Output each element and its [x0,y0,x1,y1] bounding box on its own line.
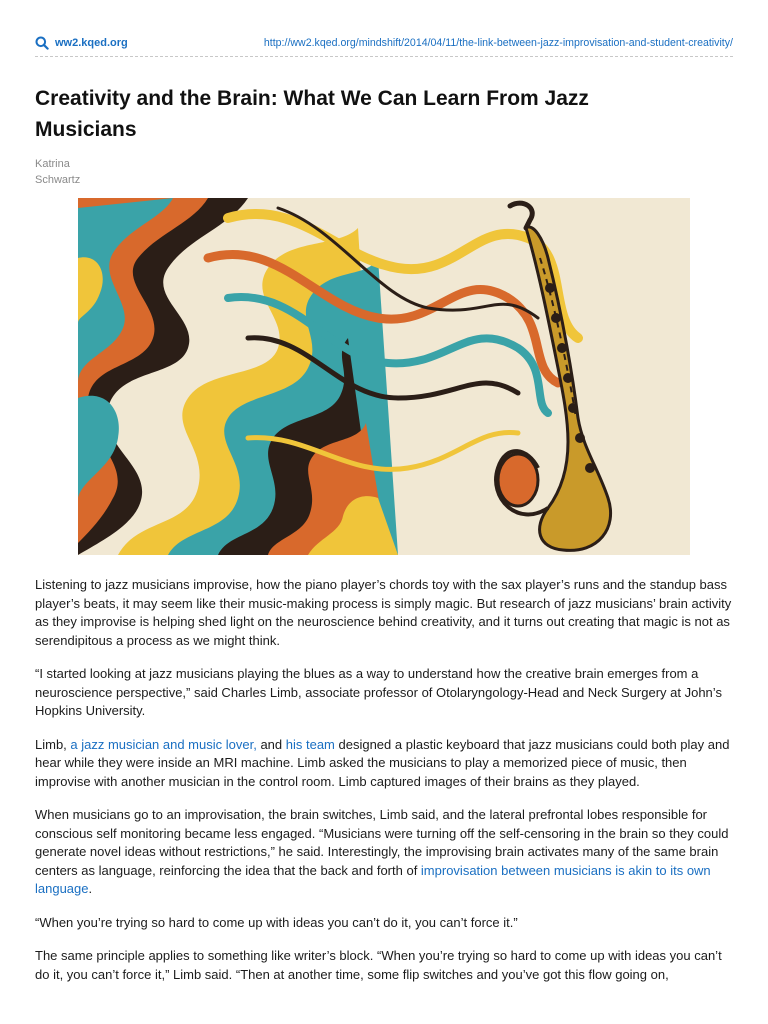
paragraph-4-text-a: When musicians go to an improvisation, the brain switches, Limb said, and the lateral prefrontal lobes responsible for conscious self monitoring became less engaged. “Musicians were turning off the self-censoring in the brain so they could generate novel ideas without restrictions,” he said. Interestingly, the improvising brain activates many of the same brain centers as language, reinforcing the idea that the back and forth of [35,807,729,878]
saxophone-illustration [78,198,690,555]
paragraph-3-text-b: and [256,736,286,752]
site-link[interactable] [35,36,128,50]
paragraph-3-text-c: designed a plastic keyboard that jazz musicians could both play and hear while they were inside an MRI machine. Limb asked the musicians to play a memorized piece of music, then improvise with another musician in the control room. Limb captured images of their brains as they played. [35,736,730,789]
paragraph-1: Listening to jazz musicians improvise, how the piano player’s chords toy with the sax player’s runs and the standup bass player’s beats, it may seem like their music-making process is simply magic. But research of jazz musicians’ brain activity as they improvise is helping shed light on the neuroscience behind creativity, and it turns out creating that magic is not as serendipitous a process as we might think. [35,577,732,648]
author-last-name: Schwartz [35,174,81,186]
source-bar [35,34,733,57]
site-name: ww2.kqed.org [55,37,128,49]
jazz-musician-link[interactable]: a jazz musician and music lover, [70,736,257,752]
his-team-link[interactable]: his team [285,736,335,752]
paragraph-3 [35,736,735,792]
source-url[interactable]: http://ww2.kqed.org/mindshift/2014/04/11/the-link-between-jazz-improvisation-and-student-creativity/ [263,37,733,49]
search-icon [35,36,49,50]
paragraph-2: “I started looking at jazz musicians playing the blues as a way to understand how the creative brain emerges from a neuroscience perspective,” said Charles Limb, associate professor of Otolaryngology-Head and Neck Surgery at John’s Hopkins University. [35,666,722,718]
paragraph-4 [35,806,735,899]
paragraph-5: “When you’re trying so hard to come up with ideas you can’t do it, you can’t force it.” [35,914,518,930]
author-first-name: Katrina [35,158,70,170]
improvisation-language-link[interactable]: improvisation between musicians is akin to its own language [35,862,711,896]
author-byline[interactable] [35,156,115,188]
paragraph-6: The same principle applies to something like writer’s block. “When you’re trying so hard to come up with ideas you can’t do it, you can’t force it,” Limb said. “Then at another time, some flip switches and you’ve got this flow going on, [35,948,722,982]
article-body [35,576,735,999]
paragraph-4-text-b: . [88,881,93,896]
paragraph-3-text-a: Limb, [35,736,71,752]
article-title: Creativity and the Brain: What We Can Learn From Jazz Musicians [35,87,589,141]
hero-image [78,198,690,555]
